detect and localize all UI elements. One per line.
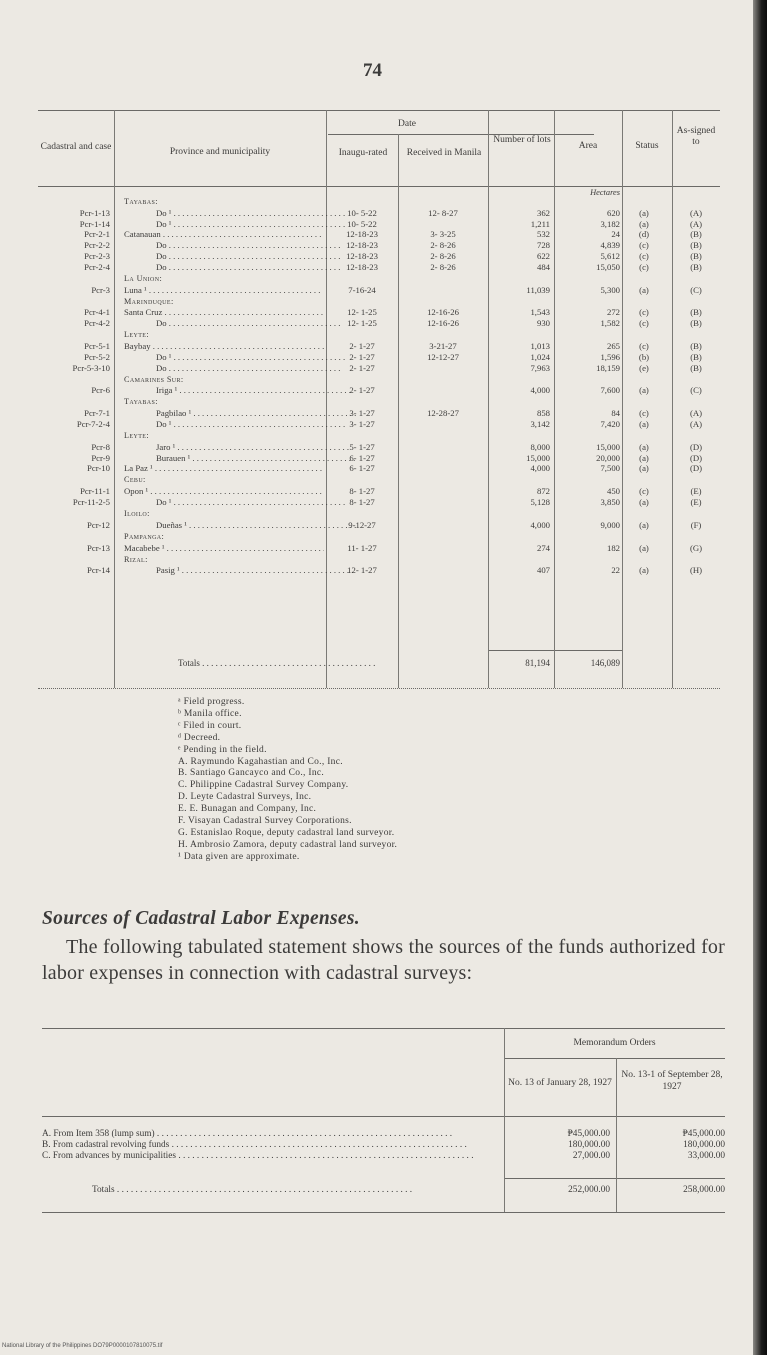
number-of-lots: 15,000 <box>526 452 550 463</box>
number-of-lots: 1,024 <box>530 351 550 362</box>
case-number: Pcr-12 <box>87 519 110 530</box>
date-received: 12-28-27 <box>427 408 459 419</box>
exp-header-bottom-rule <box>42 1116 725 1117</box>
number-of-lots: 11,039 <box>526 284 550 295</box>
footnote: ᵉ Pending in the field. <box>178 744 267 755</box>
expense-value-jan: ₱45,000.00 <box>567 1129 610 1139</box>
status: (c) <box>639 341 649 351</box>
case-number: Pcr-11-1 <box>80 486 110 497</box>
municipality: La Paz ¹ . . . <box>124 463 324 473</box>
date-received: 3- 3-25 <box>430 229 456 240</box>
status: (d) <box>638 229 650 240</box>
municipality: Do . . . <box>156 262 356 272</box>
municipality: Tayabas: <box>124 197 158 206</box>
assigned-to: (B) <box>690 341 702 351</box>
number-of-lots: 1,013 <box>530 341 550 351</box>
table-row <box>38 408 720 418</box>
area: 18,159 <box>596 362 620 373</box>
footnote: ᶜ Filed in court. <box>178 720 242 731</box>
assigned-to: (B) <box>690 318 702 329</box>
date-received: 12-16-26 <box>427 307 459 318</box>
footnote: G. Estanislao Roque, deputy cadastral land surveyor. <box>178 827 395 838</box>
province-heading-row <box>38 431 720 441</box>
assigned-to: (B) <box>690 229 702 240</box>
municipality: Do ¹ . . . <box>156 497 356 507</box>
case-number: Pcr-5-3-10 <box>72 362 110 373</box>
area: 20,000 <box>596 452 620 463</box>
paragraph-text: The following tabulated statement shows the sources of the funds authorized for labor expenses in connection with cadastral surveys: <box>42 936 725 984</box>
area: 15,050 <box>596 261 620 272</box>
table-row <box>38 262 720 272</box>
area: 3,182 <box>600 218 620 229</box>
case-number: Pcr-5-1 <box>84 341 110 351</box>
date-inaugurated: 6- 1-27 <box>349 452 375 463</box>
date-received: 12- 8-27 <box>428 207 458 218</box>
case-number: Pcr-2-1 <box>84 229 110 240</box>
table-row <box>38 385 720 395</box>
header-province-municipality: Province and municipality <box>169 147 271 157</box>
assigned-to: (B) <box>690 261 702 272</box>
area-unit-label: Hectares <box>590 188 620 197</box>
assigned-to: (B) <box>690 351 702 362</box>
assigned-to: (B) <box>690 251 702 261</box>
table-row <box>38 240 720 250</box>
table-row <box>38 363 720 373</box>
expense-row <box>42 1151 725 1162</box>
province-heading-row <box>38 509 720 519</box>
area: 84 <box>611 408 620 419</box>
expense-value-sep: ₱45,000.00 <box>682 1129 725 1139</box>
municipality: Do ¹ . . . <box>156 352 356 362</box>
assigned-to: (C) <box>690 284 702 295</box>
area: 450 <box>606 486 620 497</box>
municipality: Luna ¹ . . . <box>124 285 324 295</box>
case-number: Pcr-2-4 <box>84 261 110 272</box>
footnote: F. Visayan Cadastral Survey Corporations. <box>178 816 352 827</box>
expense-total-sep: 258,000.00 <box>683 1185 725 1195</box>
footnote: D. Leyte Cadastral Surveys, Inc. <box>178 792 312 803</box>
footnote: ᵇ Manila office. <box>178 708 242 719</box>
municipality: Leyte: <box>124 431 150 440</box>
footnote: ¹ Data given are approximate. <box>178 851 300 862</box>
table-row <box>38 520 720 530</box>
date-inaugurated: 12-18-23 <box>346 261 378 272</box>
area: 272 <box>606 307 620 318</box>
date-inaugurated: 12-18-23 <box>346 229 378 240</box>
status: (c) <box>639 240 649 251</box>
province-heading-row <box>38 475 720 485</box>
number-of-lots: 930 <box>536 318 550 329</box>
table-row <box>38 307 720 317</box>
case-number: Pcr-2-2 <box>84 240 110 251</box>
expense-row <box>42 1140 725 1151</box>
date-inaugurated: 5- 1-27 <box>349 441 375 452</box>
header-inaugurated: Inaugu-rated <box>338 148 388 158</box>
province-heading-row <box>38 274 720 284</box>
number-of-lots: 4,000 <box>530 519 550 530</box>
case-number: Pcr-7-2-4 <box>76 419 110 429</box>
number-of-lots: 858 <box>536 408 550 419</box>
municipality: Do . . . <box>156 240 356 250</box>
table-row <box>38 285 720 295</box>
footnote: B. Santiago Gancayco and Co., Inc. <box>178 768 325 779</box>
date-inaugurated: 2- 1-27 <box>349 385 375 396</box>
number-of-lots: 728 <box>536 240 550 251</box>
table-row <box>38 229 720 239</box>
area: 5,612 <box>600 251 620 261</box>
date-inaugurated: 2- 1-27 <box>349 341 375 351</box>
page-number: 74 <box>363 60 382 81</box>
cadastral-cases-table <box>38 110 720 690</box>
section-title: Sources of Cadastral Labor Expenses. <box>42 908 360 929</box>
assigned-to: (F) <box>690 519 702 530</box>
number-of-lots: 3,142 <box>530 419 550 429</box>
date-inaugurated: 12- 1-27 <box>347 565 377 576</box>
assigned-to: (G) <box>689 542 703 553</box>
case-number: Pcr-1-13 <box>79 207 110 218</box>
assigned-to: (B) <box>690 362 702 373</box>
area: 3,850 <box>600 497 620 507</box>
table-row <box>38 219 720 229</box>
date-inaugurated: 2- 1-27 <box>349 351 375 362</box>
assigned-to: (D) <box>689 441 703 452</box>
expense-label: B. From cadastral revolving funds . . . <box>42 1140 492 1151</box>
number-of-lots: 532 <box>536 229 550 240</box>
number-of-lots: 5,128 <box>530 497 550 507</box>
header-number-of-lots: Number of lots <box>493 135 551 145</box>
status: (a) <box>639 441 649 452</box>
municipality: Do ¹ . . . <box>156 419 356 429</box>
labor-expenses-table <box>42 1028 725 1218</box>
area: 7,600 <box>600 385 620 396</box>
date-received: 2- 8-26 <box>430 261 456 272</box>
municipality: Jaro ¹ . . . <box>156 442 356 452</box>
municipality: Do . . . <box>156 318 356 328</box>
municipality: Camarines Sur: <box>124 374 184 384</box>
header-area: Area <box>578 141 598 151</box>
exp-totals-rule <box>504 1178 725 1179</box>
status: (c) <box>639 251 649 261</box>
case-number: Pcr-3 <box>91 284 110 295</box>
table-row <box>38 251 720 261</box>
area: 182 <box>606 542 620 553</box>
number-of-lots: 872 <box>536 486 550 497</box>
province-heading-row <box>38 197 720 207</box>
municipality: Iloilo: <box>124 509 150 518</box>
header-cadastral-case: Cadastral and case <box>40 142 112 152</box>
case-number: Pcr-14 <box>87 565 110 576</box>
status: (a) <box>639 207 649 218</box>
totals-area: 146,089 <box>590 658 620 668</box>
date-received: 3-21-27 <box>429 341 457 351</box>
case-number: Pcr-6 <box>91 385 110 396</box>
expense-value-sep: 180,000.00 <box>683 1140 725 1150</box>
number-of-lots: 484 <box>536 261 550 272</box>
municipality: Tayabas: <box>124 397 158 407</box>
status: (c) <box>639 408 649 419</box>
status: (a) <box>639 419 649 429</box>
number-of-lots: 1,543 <box>530 307 550 318</box>
case-number: Pcr-2-3 <box>84 251 110 261</box>
area: 7,420 <box>600 419 620 429</box>
case-number: Pcr-8 <box>91 441 110 452</box>
table-row <box>38 352 720 362</box>
table-top-rule <box>38 110 720 111</box>
expense-row <box>42 1129 725 1140</box>
date-inaugurated: 6- 1-27 <box>349 463 375 474</box>
municipality: Macabebe ¹ . . . <box>124 543 324 553</box>
header-received-in-manila: Received in Manila <box>406 148 482 158</box>
status: (a) <box>639 497 649 507</box>
number-of-lots: 7,963 <box>530 362 550 373</box>
area: 620 <box>606 207 620 218</box>
expense-value-jan: 27,000.00 <box>572 1151 610 1161</box>
date-inaugurated: 12- 1-25 <box>347 318 377 329</box>
table-row <box>38 486 720 496</box>
area: 22 <box>611 565 620 576</box>
number-of-lots: 362 <box>536 207 550 218</box>
status: (c) <box>639 318 649 329</box>
case-number: Pcr-11-2-5 <box>72 497 110 507</box>
expense-label: C. From advances by municipalities . . . <box>42 1151 492 1162</box>
municipality: Pagbilao ¹ . . . <box>156 408 356 418</box>
municipality: Do . . . <box>156 363 356 373</box>
municipality: Rizal: <box>124 554 148 564</box>
totals-label: Totals . . . <box>178 658 378 668</box>
exp-bottom-rule <box>42 1212 725 1213</box>
table-row <box>38 543 720 553</box>
municipality: Dueñas ¹ . . . <box>156 520 356 530</box>
footnote: C. Philippine Cadastral Survey Company. <box>178 780 349 791</box>
table-row <box>38 419 720 429</box>
footnotes <box>178 697 658 864</box>
book-spine-shadow <box>753 0 767 1355</box>
date-inaugurated: 10- 5-22 <box>347 218 377 229</box>
status: (c) <box>639 261 649 272</box>
date-received: 2- 8-26 <box>430 240 456 251</box>
status: (a) <box>639 385 649 396</box>
date-inaugurated: 11- 1-27 <box>347 542 377 553</box>
area: 9,000 <box>600 519 620 530</box>
status: (c) <box>639 486 649 497</box>
status: (a) <box>639 565 649 576</box>
table-row <box>38 453 720 463</box>
footnote: H. Ambrosio Zamora, deputy cadastral land surveyor. <box>178 839 398 850</box>
date-inaugurated: 3- 1-27 <box>349 408 375 419</box>
date-inaugurated: 12- 1-25 <box>347 307 377 318</box>
table-row <box>38 497 720 507</box>
footnote: ᵈ Decreed. <box>178 732 221 743</box>
municipality: Baybay . . . <box>124 341 324 351</box>
expense-label: A. From Item 358 (lump sum) . . . <box>42 1129 492 1140</box>
assigned-to: (E) <box>690 486 702 497</box>
date-inaugurated: 12-18-23 <box>346 251 378 261</box>
case-number: Pcr-5-2 <box>84 351 110 362</box>
area: 265 <box>606 341 620 351</box>
municipality: Opon ¹ . . . <box>124 486 324 496</box>
province-heading-row <box>38 555 720 565</box>
status: (a) <box>639 218 649 229</box>
area: 4,839 <box>600 240 620 251</box>
footnote: ᵃ Field progress. <box>178 697 245 707</box>
date-inaugurated: 2- 1-27 <box>349 362 375 373</box>
date-inaugurated: 7-16-24 <box>348 284 376 295</box>
municipality: Do ¹ . . . <box>156 219 356 229</box>
date-received: 12-12-27 <box>427 351 459 362</box>
expense-value-sep: 33,000.00 <box>687 1151 725 1161</box>
municipality: Burauen ¹ . . . <box>156 453 356 463</box>
table-row <box>38 318 720 328</box>
header-memorandum-orders: Memorandum Orders <box>573 1038 656 1048</box>
assigned-to: (D) <box>689 463 703 474</box>
date-inaugurated: 9-12-27 <box>348 519 376 530</box>
status: (a) <box>639 452 649 463</box>
area: 1,596 <box>600 351 620 362</box>
date-inaugurated: 12-18-23 <box>346 240 378 251</box>
case-number: Pcr-10 <box>87 463 110 474</box>
case-number: Pcr-13 <box>87 542 110 553</box>
date-received: 12-16-26 <box>427 318 459 329</box>
area: 5,300 <box>600 284 620 295</box>
area: 7,500 <box>600 463 620 474</box>
municipality: Catanauan . . . <box>124 229 324 239</box>
municipality: Santa Cruz . . . <box>124 307 324 317</box>
date-inaugurated: 8- 1-27 <box>349 486 375 497</box>
number-of-lots: 1,211 <box>530 218 550 229</box>
status: (c) <box>639 307 649 318</box>
number-of-lots: 4,000 <box>530 385 550 396</box>
area: 15,000 <box>596 441 620 452</box>
assigned-to: (B) <box>690 307 702 318</box>
expense-total-jan: 252,000.00 <box>568 1185 610 1195</box>
exp-group-rule <box>504 1058 725 1059</box>
header-assigned-to: As-signed to <box>676 126 716 147</box>
municipality: Pasig ¹ . . . <box>156 565 356 575</box>
table-row <box>38 442 720 452</box>
number-of-lots: 622 <box>536 251 550 261</box>
area: 24 <box>611 229 620 240</box>
exp-top-rule <box>42 1028 725 1029</box>
table-row <box>38 463 720 473</box>
expense-value-jan: 180,000.00 <box>568 1140 610 1150</box>
scan-credit: National Library of the Philippines DO79P0000107810075.tif <box>2 1343 163 1349</box>
assigned-to: (D) <box>689 452 703 463</box>
assigned-to: (E) <box>690 497 702 507</box>
assigned-to: (H) <box>689 565 703 576</box>
header-bottom-rule <box>38 186 720 187</box>
number-of-lots: 407 <box>536 565 550 576</box>
case-number: Pcr-4-1 <box>84 307 110 318</box>
footnote: E. E. Bunagan and Company, Inc. <box>178 804 317 815</box>
case-number: Pcr-7-1 <box>84 408 110 419</box>
expense-totals-row <box>42 1185 725 1196</box>
province-heading-row <box>38 532 720 542</box>
municipality: Do ¹ . . . <box>156 208 356 218</box>
province-heading-row <box>38 375 720 385</box>
assigned-to: (B) <box>690 240 702 251</box>
header-order-13: No. 13 of January 28, 1927 <box>508 1078 612 1088</box>
expense-totals-label: Totals . . . <box>92 1185 542 1196</box>
table-row <box>38 208 720 218</box>
assigned-to: (A) <box>689 419 703 429</box>
status: (a) <box>639 463 649 474</box>
header-order-13-1: No. 13-1 of September 28, 1927 <box>621 1070 723 1092</box>
municipality: Pampanga: <box>124 531 165 541</box>
case-number: Pcr-1-14 <box>79 218 110 229</box>
province-heading-row <box>38 397 720 407</box>
municipality: La Union: <box>124 273 163 283</box>
municipality: Iriga ¹ . . . <box>156 385 356 395</box>
municipality: Cebu: <box>124 475 146 485</box>
case-number: Pcr-9 <box>91 452 110 463</box>
municipality: Leyte: <box>124 330 150 340</box>
status: (a) <box>639 284 649 295</box>
date-inaugurated: 8- 1-27 <box>349 497 375 507</box>
number-of-lots: 8,000 <box>530 441 550 452</box>
municipality: Do . . . <box>156 251 356 261</box>
table-row <box>38 341 720 351</box>
assigned-to: (C) <box>690 385 702 396</box>
totals-lots: 81,194 <box>525 658 550 668</box>
table-row <box>38 565 720 575</box>
municipality: Marinduque: <box>124 296 174 306</box>
footnote: A. Raymundo Kagahastian and Co., Inc. <box>178 756 343 767</box>
totals-rule <box>488 650 622 651</box>
status: (b) <box>638 351 650 362</box>
date-received: 2- 8-26 <box>430 251 456 261</box>
status: (e) <box>639 362 649 373</box>
status: (a) <box>639 542 649 553</box>
assigned-to: (A) <box>689 207 703 218</box>
header-status: Status <box>635 141 659 151</box>
status: (a) <box>639 519 649 530</box>
table-bottom-rule <box>38 688 720 689</box>
province-heading-row <box>38 297 720 307</box>
area: 1,582 <box>600 318 620 329</box>
number-of-lots: 4,000 <box>530 463 550 474</box>
totals-row <box>38 658 720 668</box>
date-inaugurated: 10- 5-22 <box>347 207 377 218</box>
province-heading-row <box>38 330 720 340</box>
assigned-to: (A) <box>689 218 703 229</box>
header-date: Date <box>398 119 416 129</box>
case-number: Pcr-4-2 <box>84 318 110 329</box>
section-paragraph <box>42 935 725 986</box>
number-of-lots: 274 <box>536 542 550 553</box>
date-inaugurated: 3- 1-27 <box>349 419 375 429</box>
assigned-to: (A) <box>689 408 703 419</box>
